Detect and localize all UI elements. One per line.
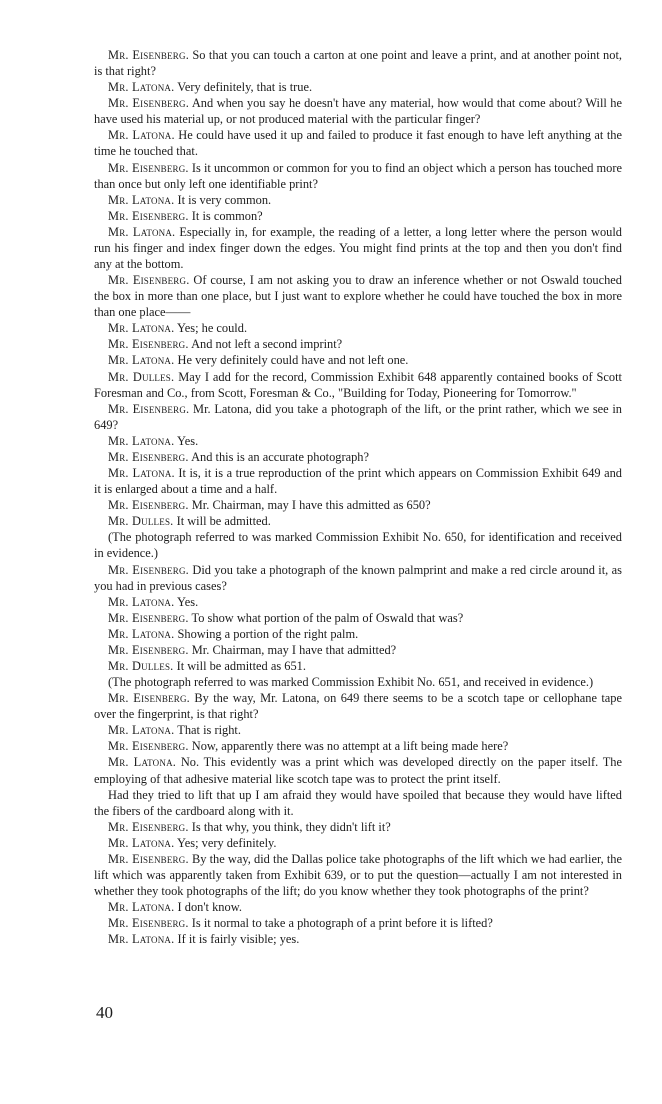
speaker-name: Mr. Eisenberg. (108, 739, 189, 754)
speaker-name: Mr. Latona. (108, 224, 176, 239)
testimony-paragraph (94, 754, 622, 786)
statement-text: Of course, I am not asking you to draw an inference whether or not Oswald touched the box in more than one place, but I just want to explore whether he could have touched the box in more than one place—— (94, 273, 623, 320)
speaker-name: Mr. Latona. (108, 192, 175, 207)
testimony-paragraph (94, 433, 622, 449)
speaker-name: Mr. Latona. (108, 900, 175, 915)
page-number: 40 (96, 1003, 113, 1022)
statement-text: Especially in, for example, the reading of a letter, a long letter where the person would run his finger and index finger down the edges. You might find prints at the top and then you don't find any at the bottom. (94, 224, 623, 272)
testimony-paragraph (94, 47, 622, 79)
speaker-name: Mr. Eisenberg. (108, 160, 189, 175)
statement-text: He very definitely could have and not left one. (174, 353, 409, 368)
speaker-name: Mr. Eisenberg. (108, 96, 190, 111)
testimony-paragraph (94, 610, 622, 626)
testimony-paragraph (94, 79, 622, 95)
statement-text: I don't know. (174, 900, 242, 915)
statement-text: Did you take a photograph of the known palmprint and make a red circle around it, as you had in previous cases? (94, 562, 622, 593)
statement-text: No. This evidently was a print which was developed directly on the paper itself. The employing of that adhesive material like scotch tape was to protect the print itself. (94, 755, 622, 786)
testimony-paragraph (94, 369, 622, 401)
statement-text: (The photograph referred to was marked Commission Exhibit No. 651, and received in evidence.) (108, 675, 594, 690)
statement-text: Had they tried to lift that up I am afraid they would have spoiled that because they would have lifted the fibers of the cardboard along with it. (94, 787, 622, 818)
testimony-paragraph (94, 738, 622, 754)
statement-text: And this is an accurate photograph? (188, 449, 369, 464)
testimony-paragraph (94, 401, 622, 433)
speaker-name: Mr. Eisenberg. (108, 208, 189, 223)
testimony-paragraph (94, 819, 622, 835)
statement-text: May I add for the record, Commission Exhibit 648 apparently contained books of Scott Foresman and Co., from Scott, Foresman & Co., "Building for Today, Pioneering for Tomorrow." (94, 369, 622, 400)
statement-text: Is that why, you think, they didn't lift it? (188, 819, 391, 834)
speaker-name: Mr. Eisenberg. (108, 337, 189, 352)
testimony-paragraph (94, 626, 622, 642)
testimony-paragraph (94, 497, 622, 513)
testimony-paragraph (94, 95, 622, 127)
statement-text: And when you say he doesn't have any material, how would that come about? Will he have used his material up, or not produced material with the particular finger? (94, 96, 622, 127)
statement-text: If it is fairly visible; yes. (174, 932, 300, 947)
speaker-name: Mr. Eisenberg. (108, 916, 189, 931)
speaker-name: Mr. Latona. (108, 594, 175, 609)
speaker-name: Mr. Latona. (108, 626, 175, 641)
speaker-name: Mr. Eisenberg. (108, 449, 189, 464)
testimony-paragraph (94, 899, 622, 915)
testimony-paragraph (94, 352, 622, 368)
testimony-paragraph (94, 208, 622, 224)
statement-text: By the way, Mr. Latona, on 649 there seems to be a scotch tape or cellophane tape over the fingerprint, is that right? (94, 691, 623, 722)
statement-text: It will be admitted as 651. (173, 658, 306, 673)
testimony-paragraph (94, 915, 622, 931)
testimony-paragraph (94, 465, 622, 497)
speaker-name: Mr. Eisenberg. (108, 691, 190, 706)
statement-text: Yes. (174, 433, 199, 448)
speaker-name: Mr. Eisenberg. (108, 401, 190, 416)
speaker-name: Mr. Latona. (108, 80, 175, 95)
testimony-paragraph (94, 642, 622, 658)
testimony-paragraph (94, 529, 622, 561)
statement-text: Mr. Latona, did you take a photograph of the lift, or the print rather, which we see in 649? (94, 401, 623, 432)
statement-text: Is it normal to take a photograph of a print before it is lifted? (188, 916, 493, 931)
testimony-paragraph (94, 336, 622, 352)
testimony-paragraph (94, 931, 622, 947)
testimony-paragraph (94, 160, 622, 192)
statement-text: It will be admitted. (173, 514, 271, 529)
speaker-name: Mr. Latona. (108, 466, 175, 481)
testimony-paragraph (94, 690, 622, 722)
statement-text: (The photograph referred to was marked Commission Exhibit No. 650, for identification and received in evidence.) (94, 530, 622, 561)
testimony-paragraph (94, 562, 622, 594)
testimony-paragraph (94, 835, 622, 851)
testimony-paragraph (94, 787, 622, 819)
statement-text: Yes; very definitely. (174, 835, 277, 850)
speaker-name: Mr. Eisenberg. (108, 562, 189, 577)
statement-text: Yes; he could. (174, 321, 248, 336)
statement-text: Mr. Chairman, may I have this admitted as 650? (188, 498, 431, 513)
speaker-name: Mr. Eisenberg. (108, 610, 189, 625)
statement-text: It is very common. (174, 192, 272, 207)
testimony-paragraph (94, 127, 622, 159)
statement-text: By the way, did the Dallas police take photographs of the lift which we had earlier, the lift which was apparently taken from Exhibit 639, or to put the question—actually I am not interested in whether they took photographs of the lift; do you know whether they took photographs of the print? (94, 851, 622, 899)
speaker-name: Mr. Latona. (108, 723, 175, 738)
testimony-paragraph (94, 851, 622, 899)
statement-text: To show what portion of the palm of Oswald that was? (188, 610, 464, 625)
statement-text: Now, apparently there was no attempt at a lift being made here? (188, 739, 509, 754)
statement-text: It is common? (188, 208, 263, 223)
speaker-name: Mr. Dulles. (108, 514, 174, 529)
testimony-paragraph (94, 658, 622, 674)
testimony-paragraph (94, 320, 622, 336)
statement-text: That is right. (174, 723, 241, 738)
statement-text: Mr. Chairman, may I have that admitted? (188, 642, 397, 657)
testimony-body (94, 47, 622, 947)
testimony-paragraph (94, 594, 622, 610)
statement-text: It is, it is a true reproduction of the print which appears on Commission Exhibit 649 and it is enlarged about a time and a half. (94, 466, 623, 497)
statement-text: Showing a portion of the right palm. (174, 626, 359, 641)
speaker-name: Mr. Latona. (108, 353, 175, 368)
speaker-name: Mr. Latona. (108, 755, 177, 770)
speaker-name: Mr. Latona. (108, 433, 175, 448)
statement-text: Yes. (174, 594, 199, 609)
speaker-name: Mr. Eisenberg. (108, 819, 189, 834)
speaker-name: Mr. Eisenberg. (108, 642, 189, 657)
speaker-name: Mr. Dulles. (108, 369, 175, 384)
speaker-name: Mr. Latona. (108, 128, 175, 143)
speaker-name: Mr. Latona. (108, 835, 175, 850)
testimony-paragraph (94, 192, 622, 208)
testimony-paragraph (94, 449, 622, 465)
speaker-name: Mr. Eisenberg. (108, 48, 189, 62)
speaker-name: Mr. Dulles. (108, 658, 174, 673)
statement-text: So that you can touch a carton at one point and leave a print, and at another point not, is that right? (94, 48, 622, 79)
statement-text: Is it uncommon or common for you to find an object which a person has touched more than once but only left one identifiable print? (94, 160, 622, 191)
testimony-paragraph (94, 224, 622, 272)
statement-text: And not left a second imprint? (188, 337, 343, 352)
testimony-paragraph (94, 722, 622, 738)
speaker-name: Mr. Eisenberg. (108, 498, 189, 513)
speaker-name: Mr. Eisenberg. (108, 851, 189, 866)
testimony-paragraph (94, 513, 622, 529)
testimony-paragraph (94, 272, 622, 320)
statement-text: Very definitely, that is true. (174, 80, 313, 95)
speaker-name: Mr. Latona. (108, 932, 175, 947)
speaker-name: Mr. Latona. (108, 321, 175, 336)
statement-text: He could have used it up and failed to produce it fast enough to have left anything at the time he touched that. (94, 128, 622, 159)
testimony-paragraph (94, 674, 622, 690)
speaker-name: Mr. Eisenberg. (108, 273, 190, 288)
